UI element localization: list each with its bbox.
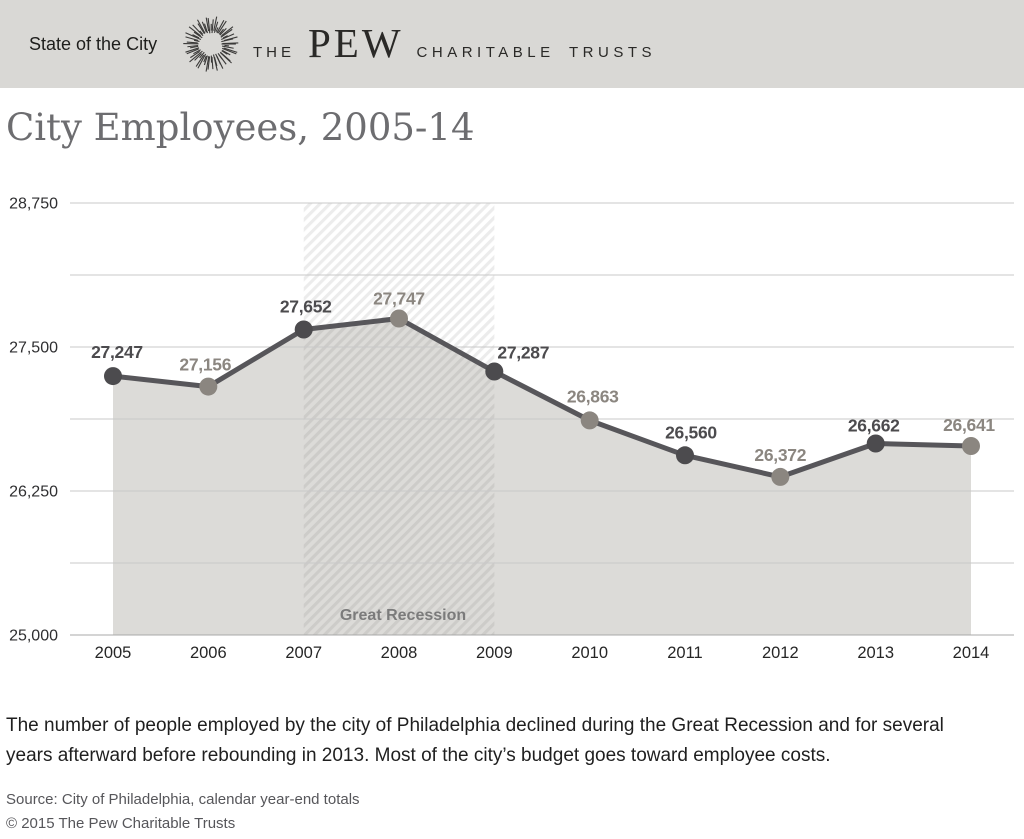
x-axis-label-2007: 2007 xyxy=(285,644,323,662)
caption-line-2: years afterward before rebounding in 2013. Most of the city’s budget goes toward employee costs. xyxy=(6,744,831,766)
data-point-2008 xyxy=(390,310,408,328)
header-bar xyxy=(0,0,1024,88)
kicker-label: State of the City xyxy=(29,33,158,54)
y-axis-tick-label: 28,750 xyxy=(9,195,58,213)
data-point-label-2014: 26,641 xyxy=(943,415,995,435)
employees-chart xyxy=(0,185,1024,685)
data-point-label-2007: 27,652 xyxy=(279,296,332,317)
y-axis-tick-label: 25,000 xyxy=(9,627,58,645)
data-point-2012 xyxy=(771,468,789,486)
data-point-2005 xyxy=(104,367,122,385)
x-axis-label-2014: 2014 xyxy=(952,644,990,662)
x-axis-label-2013: 2013 xyxy=(857,644,895,662)
x-axis-label-2008: 2008 xyxy=(380,644,418,662)
data-point-label-2009: 27,287 xyxy=(497,342,550,363)
data-point-2013 xyxy=(867,435,885,453)
data-point-label-2005: 27,247 xyxy=(91,342,143,363)
y-axis-tick-label: 27,500 xyxy=(9,339,58,357)
y-axis-tick-label: 26,250 xyxy=(9,483,58,501)
page-title: City Employees, 2005-14 xyxy=(6,106,475,149)
pew-logotype xyxy=(253,0,656,88)
data-point-label-2006: 27,156 xyxy=(179,354,232,375)
data-point-label-2010: 26,863 xyxy=(566,386,619,407)
pew-sunburst-logo-icon xyxy=(181,14,241,74)
data-point-label-2011: 26,560 xyxy=(665,422,717,443)
x-axis-label-2009: 2009 xyxy=(475,644,513,662)
x-axis-label-2011: 2011 xyxy=(667,644,703,662)
sunburst-ray xyxy=(222,43,238,44)
data-point-2006 xyxy=(199,378,217,396)
sunburst-ray xyxy=(187,42,198,43)
data-point-label-2008: 27,747 xyxy=(373,288,425,309)
logo-word-the: THE xyxy=(253,44,295,61)
data-point-2011 xyxy=(676,446,694,464)
sunburst-ray xyxy=(219,55,222,59)
data-point-2010 xyxy=(581,411,599,429)
x-axis-label-2012: 2012 xyxy=(761,644,799,662)
data-point-label-2012: 26,372 xyxy=(754,444,807,465)
copyright-note: © 2015 The Pew Charitable Trusts xyxy=(6,815,236,832)
x-axis-label-2005: 2005 xyxy=(94,644,132,662)
logo-word-charitable-trusts: CHARITABLE TRUSTS xyxy=(416,44,657,61)
source-note: Source: City of Philadelphia, calendar year-end totals xyxy=(6,791,360,808)
x-axis-label-2006: 2006 xyxy=(189,644,227,662)
caption-line-1: The number of people employed by the city of Philadelphia declined during the Great Recession and for several xyxy=(6,715,944,736)
data-point-2014 xyxy=(962,437,980,455)
data-point-2007 xyxy=(295,321,313,339)
chart-caption xyxy=(6,711,1021,770)
recession-band-label: Great Recession xyxy=(339,607,467,624)
logo-word-pew: PEW xyxy=(308,20,404,66)
sunburst-ray xyxy=(212,19,213,33)
data-point-2009 xyxy=(485,363,503,381)
sunburst-ray xyxy=(212,57,213,69)
x-axis-label-2010: 2010 xyxy=(571,644,609,662)
data-point-label-2013: 26,662 xyxy=(847,415,900,436)
